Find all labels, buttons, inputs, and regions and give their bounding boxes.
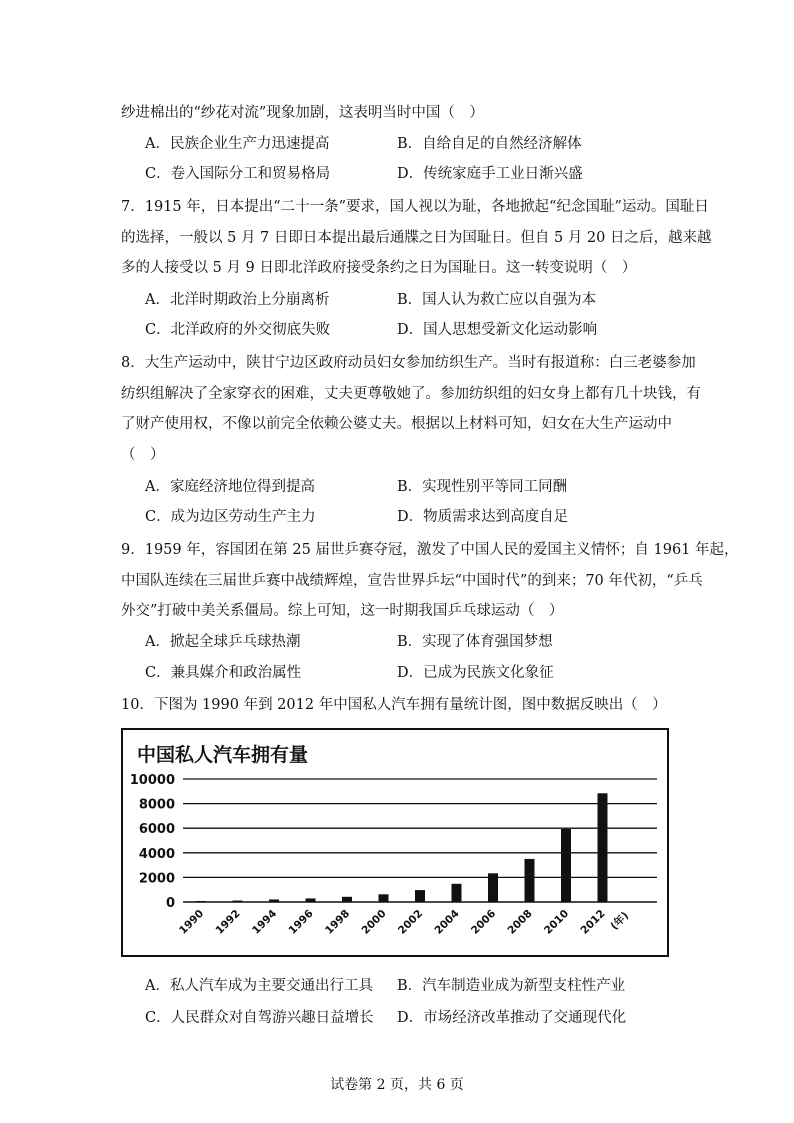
x-tick-label: 1998 [322, 907, 353, 937]
x-axis-unit: (年) [608, 909, 632, 933]
x-tick-label: 2008 [505, 907, 535, 937]
bar [525, 859, 535, 902]
x-tick-label: 2010 [541, 907, 572, 937]
x-tick-label: 2000 [359, 907, 389, 937]
bar [196, 901, 206, 902]
x-tick-label: 2002 [395, 907, 426, 937]
x-tick-label: 1990 [176, 907, 207, 937]
q10-option-b[interactable]: B．汽车制造业成为新型支柱性产业 [397, 978, 626, 994]
q7-stem-line1: 7．1915 年，日本提出“二十一条”要求，国人视以为耻，各地掀起“纪念国耻”运动。国耻日 [121, 199, 709, 215]
chart-canvas [123, 730, 667, 955]
q9-option-a[interactable]: A．掀起全球乒乓球热潮 [145, 634, 301, 650]
y-tick-label: 4000 [138, 846, 175, 862]
q8-option-a[interactable]: A．家庭经济地位得到提高 [145, 479, 315, 495]
y-tick-label: 6000 [138, 822, 175, 838]
q8-stem-line2: 纺织组解决了全家穿衣的困难，丈夫更尊敬她了。参加纺织组的妇女身上都有几十块钱，有 [121, 386, 701, 402]
q6-option-c[interactable]: C．卷入国际分工和贸易格局 [145, 166, 331, 182]
x-tick-label: 1992 [213, 907, 243, 937]
q7-option-d[interactable]: D．国人思想受新文化运动影响 [397, 322, 598, 338]
y-tick-label: 0 [165, 896, 175, 911]
q7-stem-line2: 的选择，一般以 5 月 7 日即日本提出最后通牒之日为国耻日。但自 5 月 20 日之后，越来越 [121, 230, 712, 246]
q6-stem-tail: 纱进棉出的“纱花对流”现象加剧，这表明当时中国（ ） [121, 105, 484, 121]
y-tick-label: 10000 [129, 773, 175, 788]
q9-stem-line3: 外交”打破中美关系僵局。综上可知，这一时期我国乒乓球运动（ ） [121, 603, 564, 619]
q7-stem-line3: 多的人接受以 5 月 9 日即北洋政府接受条约之日为国耻日。这一转变说明（ ） [121, 260, 637, 276]
x-tick-label: 1994 [249, 907, 280, 937]
q6-option-b[interactable]: B．自给自足的自然经济解体 [397, 136, 582, 152]
bar [488, 873, 498, 902]
bar [415, 890, 425, 902]
q7-option-c[interactable]: C．北洋政府的外交彻底失败 [145, 322, 331, 338]
q7-option-a[interactable]: A．北洋时期政治上分崩离析 [145, 292, 330, 308]
y-tick-label: 2000 [138, 871, 175, 887]
bar [269, 899, 279, 902]
q7-option-b[interactable]: B．国人认为救亡应以自强为本 [397, 292, 597, 308]
chart-title: 中国私人汽车拥有量 [137, 744, 309, 766]
q8-option-d[interactable]: D．物质需求达到高度自足 [397, 509, 569, 525]
q8-stem-line3: 了财产使用权，不像以前完全依赖公婆丈夫。根据以上材料可知，妇女在大生产运动中 [121, 416, 672, 432]
bar [561, 829, 571, 902]
y-tick-label: 8000 [138, 797, 175, 813]
q9-stem-line2: 中国队连续在三届世乒赛中战绩辉煌，宣告世界乒坛“中国时代”的到来；70 年代初，“乒乓 [121, 573, 703, 589]
page-footer: 试卷第 2 页，共 6 页 [330, 1077, 464, 1093]
q6-option-d[interactable]: D．传统家庭手工业日渐兴盛 [397, 166, 583, 182]
x-tick-label: 2006 [468, 907, 499, 937]
q8-stem-line1: 8．大生产运动中，陕甘宁边区政府动员妇女参加纺织生产。当时有报道称：白三老婆参加 [121, 355, 696, 371]
q9-option-b[interactable]: B．实现了体育强国梦想 [397, 634, 553, 650]
q9-option-c[interactable]: C．兼具媒介和政治属性 [145, 665, 302, 681]
q8-option-b[interactable]: B．实现性别平等同工同酬 [397, 479, 568, 495]
q9-option-d[interactable]: D．已成为民族文化象征 [397, 665, 554, 681]
car-ownership-chart [121, 728, 669, 957]
x-tick-label: 2012 [578, 907, 608, 937]
q8-stem-line4: （ ） [121, 447, 165, 463]
q9-stem-line1: 9．1959 年，容国团在第 25 届世乒赛夺冠，激发了中国人民的爱国主义情怀；自 1961 年起， [121, 542, 739, 558]
bar [598, 793, 608, 902]
q10-stem-line1: 10．下图为 1990 年到 2012 年中国私人汽车拥有量统计图，图中数据反映出（ ） [121, 697, 667, 713]
q6-option-a[interactable]: A．民族企业生产力迅速提高 [145, 136, 330, 152]
q8-option-c[interactable]: C．成为边区劳动生产主力 [145, 509, 316, 525]
x-tick-label: 2004 [432, 907, 462, 937]
bar [342, 897, 352, 902]
bar [379, 894, 389, 902]
x-tick-label: 1996 [286, 907, 316, 937]
q10-option-a[interactable]: A．私人汽车成为主要交通出行工具 [145, 978, 373, 994]
bar [452, 884, 462, 902]
q10-option-d[interactable]: D．市场经济改革推动了交通现代化 [397, 1010, 627, 1026]
bar [233, 901, 243, 902]
bar [306, 898, 316, 902]
q10-option-c[interactable]: C．人民群众对自驾游兴趣日益增长 [145, 1010, 374, 1026]
